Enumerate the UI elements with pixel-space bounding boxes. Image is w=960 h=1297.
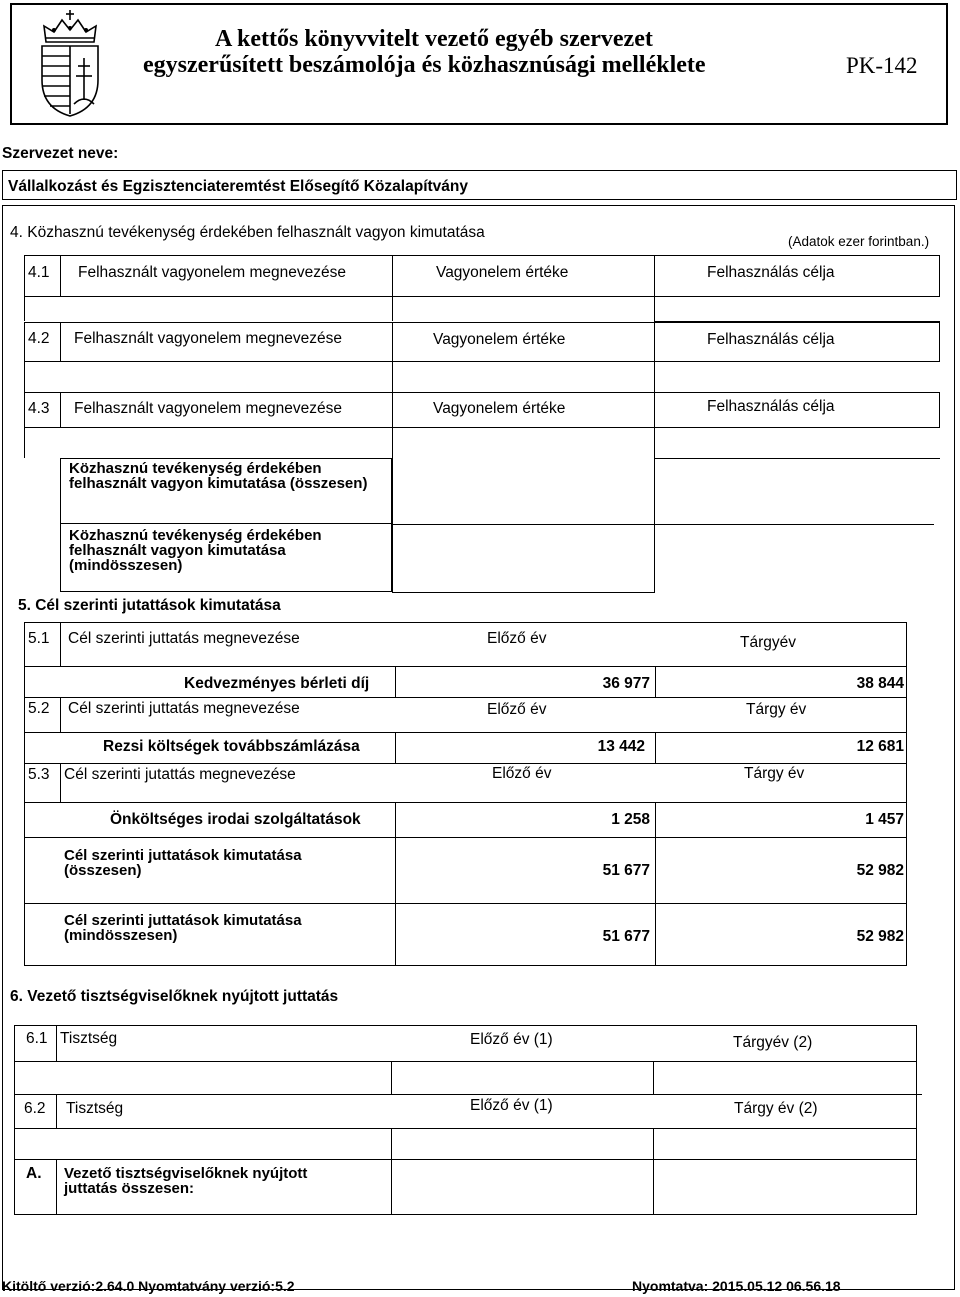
row-5-3-prev-label: Előző év <box>492 765 552 782</box>
row-6-1-num: 6.1 <box>26 1030 48 1047</box>
row-5-2-name-label: Cél szerinti juttatás megnevezése <box>68 700 300 717</box>
row-4-1-name-label: Felhasznált vagyonelem megnevezése <box>78 264 346 281</box>
section5-title: 5. Cél szerinti jutattások kimutatása <box>18 597 281 614</box>
organization-name: Vállalkozást és Egzisztenciateremtést Elősegítő Közalapítvány <box>8 178 468 195</box>
form-title-line2: egyszerűsített beszámolója és közhasznúsági melléklete <box>143 52 706 78</box>
row-5-1-num: 5.1 <box>28 630 50 647</box>
row-4-1-purpose-label: Felhasználás célja <box>707 264 835 281</box>
row-4-2-num: 4.2 <box>28 330 50 347</box>
row-4-1-num: 4.1 <box>28 264 50 281</box>
row-4-2-value-label: Vagyonelem értéke <box>433 331 566 348</box>
form-code: PK-142 <box>846 53 918 78</box>
row-5-2-curr-label: Tárgy év <box>746 701 807 718</box>
row-5-3-name-label: Cél szerinti jutattás megnevezése <box>64 766 296 783</box>
section5-grand-total-prev: 51 677 <box>602 928 650 945</box>
organization-label: Szervezet neve: <box>2 145 119 162</box>
unit-note: (Adatok ezer forintban.) <box>788 234 930 249</box>
row-6-2-name-label: Tisztség <box>66 1100 124 1117</box>
row-5-1-name-label: Cél szerinti juttatás megnevezése <box>68 630 300 647</box>
section5-grand-total-label: Cél szerinti juttatások kimutatása (mindösszesen) <box>64 912 302 944</box>
section5-total-label: Cél szerinti juttatások kimutatása (összesen) <box>64 847 302 879</box>
row-5-2-num: 5.2 <box>28 700 50 717</box>
row-6-1-prev-label: Előző év (1) <box>470 1031 553 1048</box>
row-6-1-curr-label: Tárgyév (2) <box>733 1034 813 1051</box>
coat-of-arms-icon <box>34 8 106 120</box>
row-5-3-num: 5.3 <box>28 766 50 783</box>
section5-grand-total-curr: 52 982 <box>856 928 904 945</box>
row-5-3-prev-value: 1 258 <box>611 811 650 828</box>
row-5-1-item: Kedvezményes bérleti díj <box>184 675 370 692</box>
section4-total-label: Közhasznú tevékenység érdekében felhasznált vagyon kimutatása (összesen) <box>69 460 368 492</box>
section5-total-curr: 52 982 <box>856 862 904 879</box>
row-4-3-name-label: Felhasznált vagyonelem megnevezése <box>74 400 342 417</box>
footer-version: Kitöltő verzió:2.64.0 Nyomtatvány verzió:5.2 <box>2 1278 295 1294</box>
row-4-1-value-label: Vagyonelem értéke <box>436 264 569 281</box>
row-5-2-item: Rezsi költségek továbbszámlázása <box>103 738 360 755</box>
row-4-3-num: 4.3 <box>28 400 50 417</box>
row-4-3-purpose-label: Felhasználás célja <box>707 398 835 415</box>
section5-total-prev: 51 677 <box>602 862 650 879</box>
row-5-2-prev-value: 13 442 <box>597 738 645 755</box>
section6-title: 6. Vezető tisztségviselőknek nyújtott juttatás <box>10 988 339 1005</box>
row-5-3-item: Önköltséges irodai szolgáltatások <box>110 811 361 828</box>
row-6-2-num: 6.2 <box>24 1100 46 1117</box>
row-6-2-prev-label: Előző év (1) <box>470 1097 553 1114</box>
row-5-1-curr-label: Tárgyév <box>740 634 796 651</box>
row-5-3-curr-label: Tárgy év <box>744 765 805 782</box>
form-title-line1: A kettős könyvvitelt vezető egyéb szervezet <box>215 26 653 52</box>
row-6-1-name-label: Tisztség <box>60 1030 118 1047</box>
section4-title: 4. Közhasznú tevékenység érdekében felhasznált vagyon kimutatása <box>10 224 485 241</box>
row-5-1-prev-value: 36 977 <box>602 675 650 692</box>
section4-grand-total-label: Közhasznú tevékenység érdekében felhasznált vagyon kimutatása (mindösszesen) <box>69 527 322 574</box>
footer-printed: Nyomtatva: 2015.05.12 06.56.18 <box>632 1278 841 1294</box>
row-5-1-prev-label: Előző év <box>487 630 547 647</box>
row-4-2-purpose-label: Felhasználás célja <box>707 331 835 348</box>
row-6-2-curr-label: Tárgy év (2) <box>734 1100 818 1117</box>
row-5-1-curr-value: 38 844 <box>856 675 904 692</box>
row-5-3-curr-value: 1 457 <box>865 811 904 828</box>
section6-total-label: Vezető tisztségviselőknek nyújtott juttatás összesen: <box>64 1165 308 1197</box>
row-5-2-prev-label: Előző év <box>487 701 547 718</box>
row-4-2-name-label: Felhasznált vagyonelem megnevezése <box>74 330 342 347</box>
row-4-3-value-label: Vagyonelem értéke <box>433 400 566 417</box>
row-5-2-curr-value: 12 681 <box>856 738 904 755</box>
section6-total-num: A. <box>26 1165 42 1182</box>
